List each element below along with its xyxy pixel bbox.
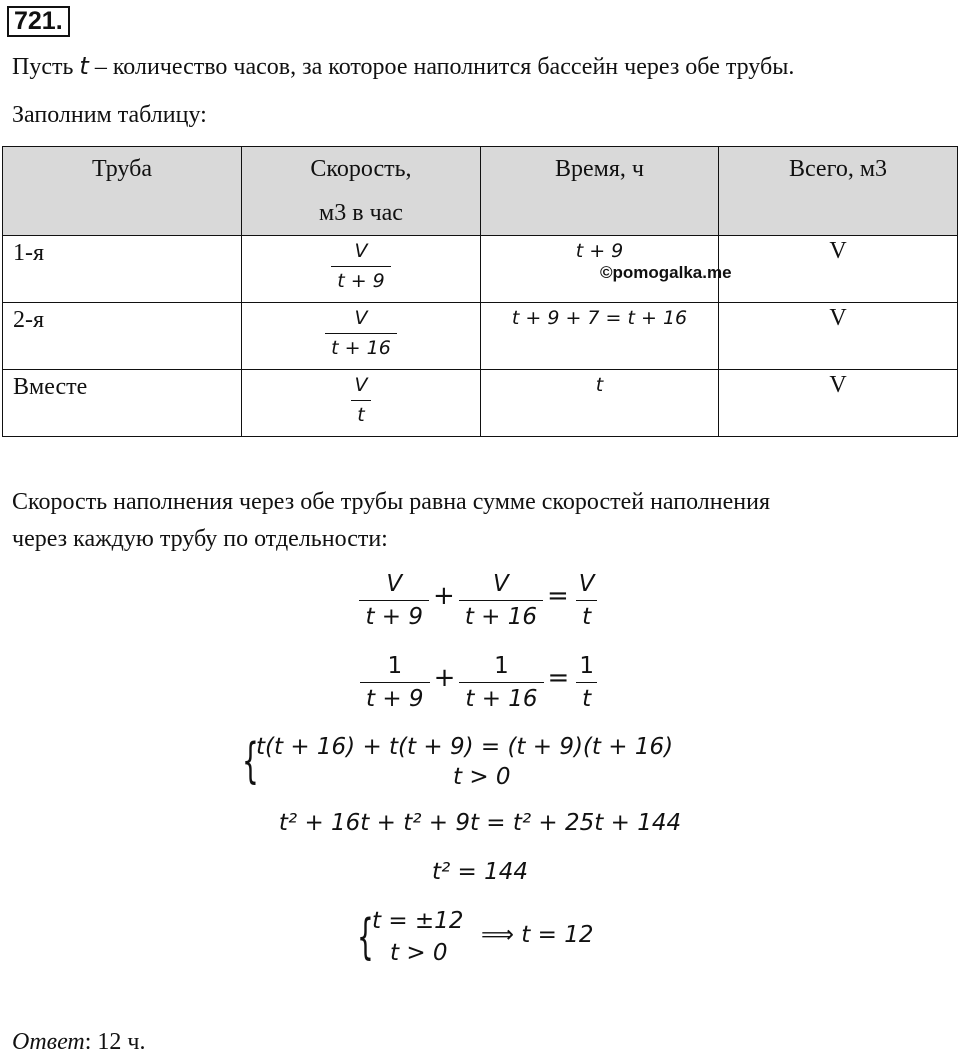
eq1-f2-num: V (493, 571, 509, 597)
eq2-plus: + (433, 663, 456, 694)
equation-4: t² + 16t + t² + 9t = t² + 25t + 144 (278, 810, 682, 836)
intro-text (12, 51, 794, 82)
row2-time: t + 9 + 7 = t + 16 (481, 303, 719, 370)
row3-name: Вместе (3, 370, 242, 437)
table-header-row (3, 147, 958, 236)
row1-rate-den: t + 9 (331, 266, 391, 296)
eq1-f3-num: V (578, 571, 595, 597)
watermark: ©pomogalka.me (600, 263, 732, 282)
header-pipe: Труба (3, 147, 242, 236)
system-brace-2: { (357, 909, 374, 965)
row1-time (481, 236, 732, 303)
row3-rate-den: t (351, 400, 370, 430)
row2-rate (242, 303, 481, 370)
header-time: Время, ч (481, 147, 719, 236)
row1-time-value: t + 9 (575, 240, 624, 262)
eq2-f2-den: t + 16 (459, 682, 543, 715)
system2-line2: t > 0 (390, 940, 448, 966)
equation-2 (0, 650, 960, 715)
system-brace-1: { (242, 733, 259, 789)
equation-1 (0, 568, 960, 633)
eq2-f1-num: 1 (387, 653, 403, 679)
row2-total: V (719, 303, 958, 370)
eq1-equals: = (547, 581, 569, 612)
row2-rate-den: t + 16 (325, 333, 397, 363)
explanation-line1: Скорость наполнения через обе трубы равна сумме скоростей наполнения (12, 489, 770, 515)
header-rate-line2: м3 в час (319, 200, 403, 226)
eq2-f2-num: 1 (494, 653, 509, 679)
data-table (2, 146, 958, 437)
eq2-equals: = (547, 663, 570, 694)
answer-label: Ответ (12, 1029, 85, 1055)
row3-rate-num: V (354, 374, 368, 396)
row3-time: t (481, 370, 719, 437)
eq2-f1-den: t + 9 (360, 682, 430, 715)
row1-name: 1-я (3, 236, 242, 303)
eq2-f3-den: t (576, 682, 597, 715)
system1-line2: t > 0 (453, 764, 511, 790)
row3-rate (242, 370, 481, 437)
answer-value: : 12 ч. (84, 1029, 146, 1055)
eq1-f1-num: V (386, 571, 403, 597)
explanation-line2: через каждую трубу по отдельности: (12, 526, 388, 552)
header-total: Всего, м3 (719, 147, 958, 236)
row1-total: V (719, 236, 958, 303)
system1-line1: t(t + 16) + t(t + 9) = (t + 9)(t + 16) (256, 734, 674, 760)
system2-result: ⟹ t = 12 (481, 922, 594, 948)
eq1-plus: + (433, 581, 455, 612)
header-rate (242, 147, 481, 236)
system2-line1: t = ±12 (372, 908, 464, 934)
row1-rate-num: V (354, 240, 368, 262)
eq1-f1-den: t + 9 (359, 600, 429, 633)
intro-suffix: – количество часов, за которое наполнится бассейн через обе трубы. (88, 54, 795, 80)
intro-prefix: Пусть (12, 54, 80, 80)
table-row (3, 370, 958, 437)
row1-rate (242, 236, 481, 303)
eq1-f2-den: t + 16 (459, 600, 543, 633)
intro-var: t (79, 52, 89, 80)
answer (12, 1027, 146, 1057)
row3-total: V (719, 370, 958, 437)
table-intro: Заполним таблицу: (12, 102, 207, 128)
row2-name: 2-я (3, 303, 242, 370)
problem-number: 721. (7, 6, 70, 37)
table-row (3, 236, 958, 303)
eq1-f3-den: t (576, 600, 597, 633)
table-row (3, 303, 958, 370)
eq2-f3-num: 1 (579, 653, 594, 679)
equation-5: t² = 144 (431, 859, 529, 885)
header-rate-line1: Скорость, (310, 156, 412, 182)
row2-rate-num: V (354, 307, 368, 329)
